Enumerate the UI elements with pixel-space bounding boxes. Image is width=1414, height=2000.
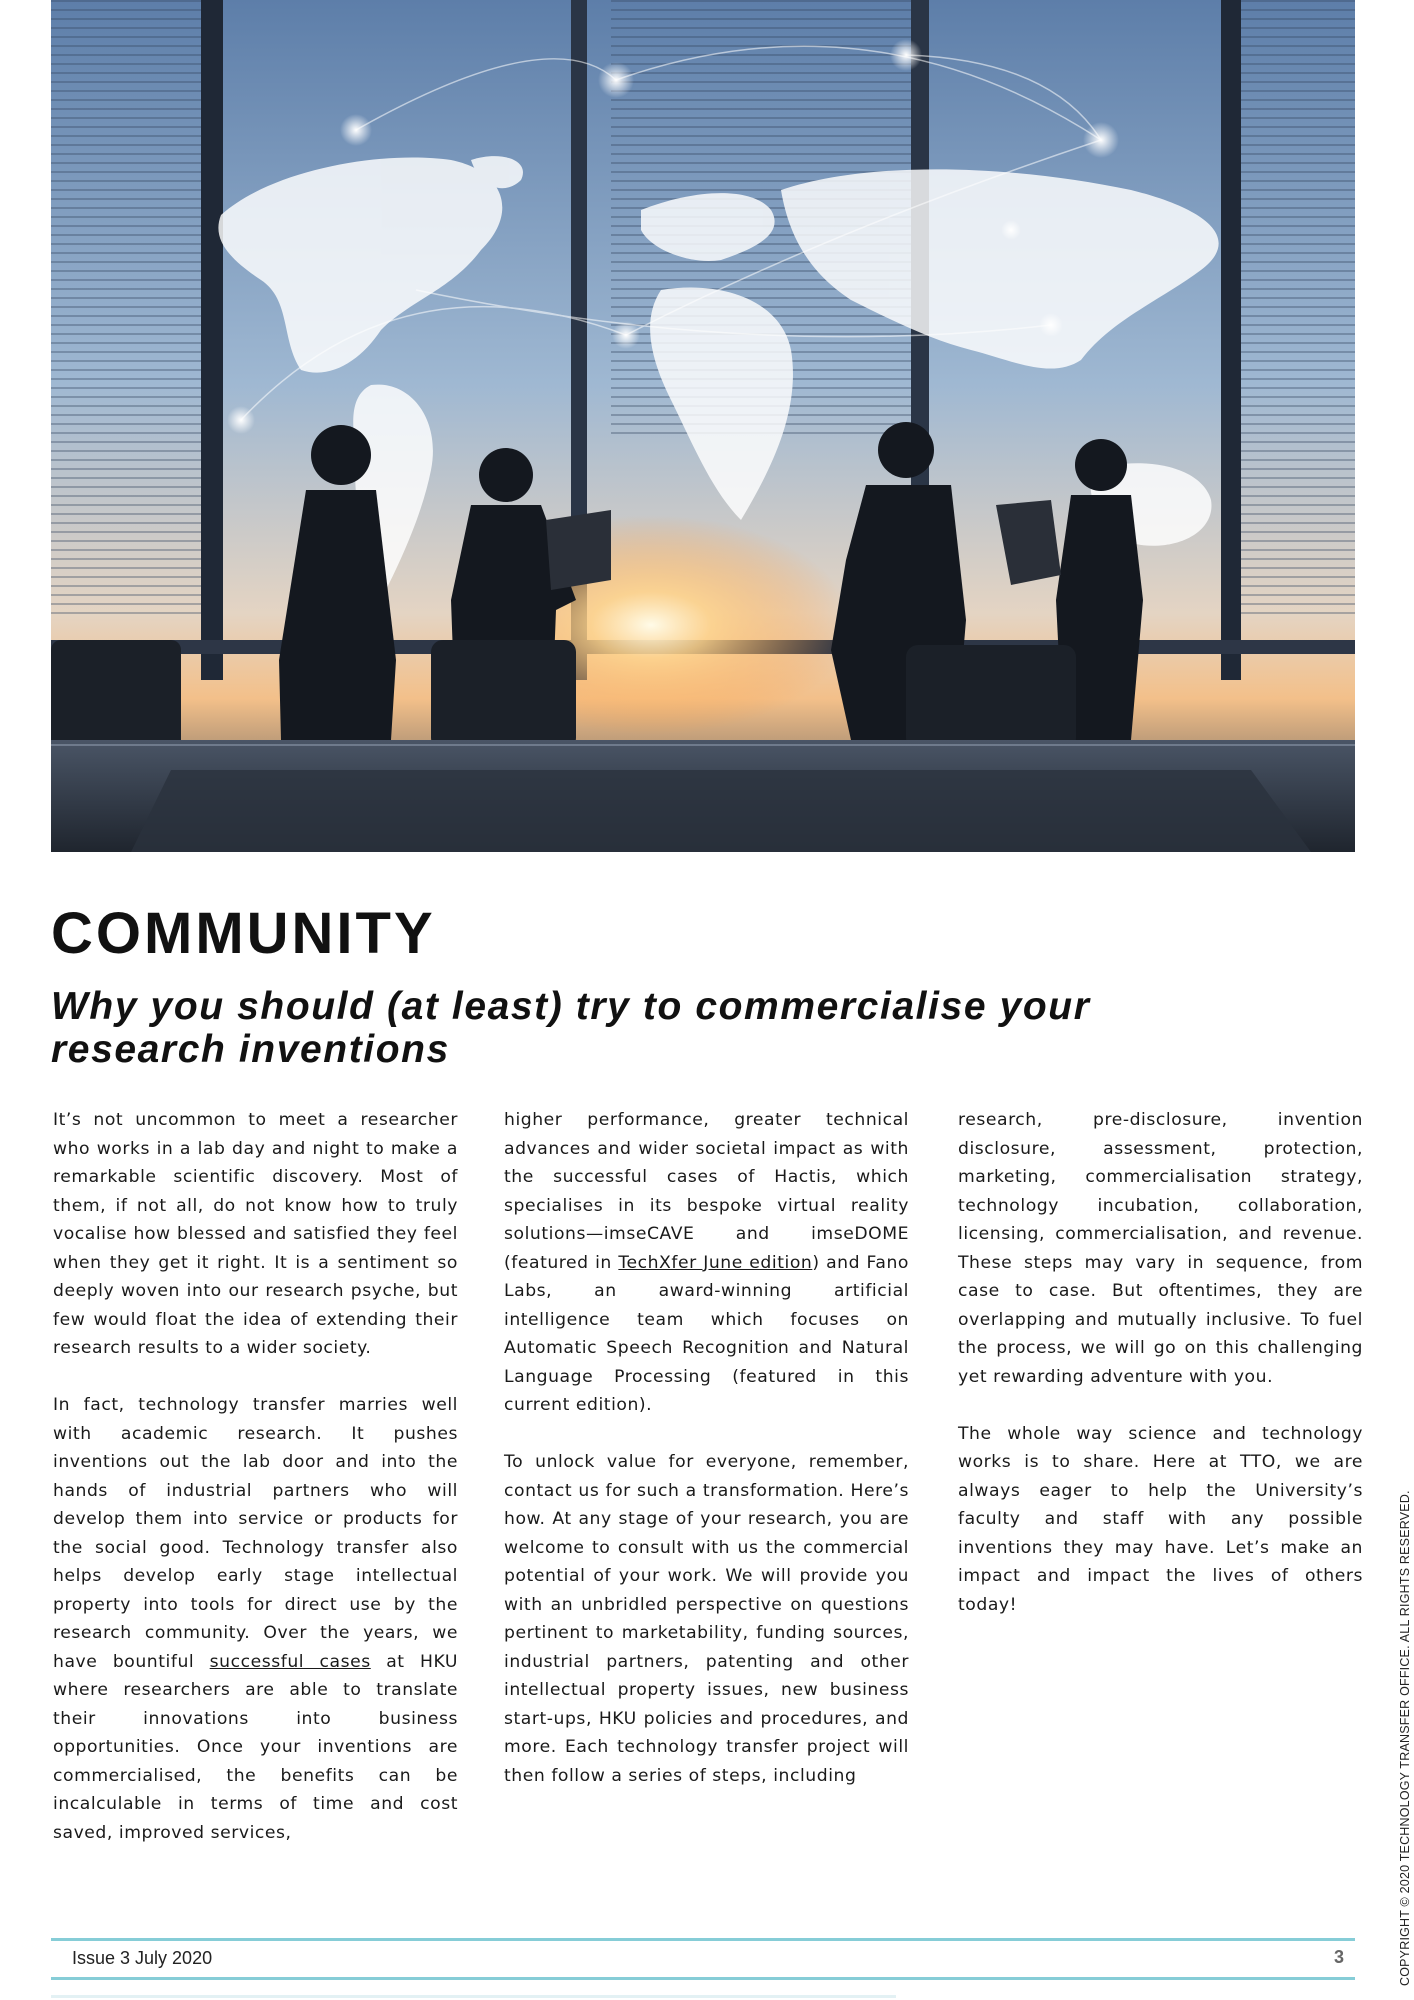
text-run: higher performance, greater technical advances and wider societal impact as with the successful cases of Hactis, which specialises in its bespoke virtual reality solutions—imseCAVE and imseDOME (featured in: [504, 1110, 909, 1273]
footer-rule-faint: [51, 1995, 896, 1998]
footer-rule: [51, 1938, 1355, 1941]
footer-rule: [51, 1977, 1355, 1980]
text-run: In fact, technology transfer marries well with academic research. It pushes inventions out the lab door and into the hands of industrial partners who will develop them into service or products for the social good. Technology transfer also helps develop early stage intellectual property into tools for direct use by the research community. Over the years, we have bountiful: [53, 1395, 458, 1672]
article-column-1: [53, 1106, 458, 1876]
paragraph: The whole way science and technology works is to share. Here at TTO, we are always eager to help the University’s faculty and staff with any possible inventions they may have. Let’s make an impact and impact the lives of others today!: [958, 1423, 1363, 1615]
paragraph: [504, 1106, 909, 1420]
article-column-3: [958, 1106, 1363, 1648]
paragraph: It’s not uncommon to meet a researcher who works in a lab day and night to make a remarkable scientific discovery. Most of them, if not all, do not know how to truly vocalise how blessed and satisfied they feel when they get it right. It is a sentiment so deeply woven into our research psyche, but few would float the idea of extending their research results to a wider society.: [53, 1110, 458, 1358]
section-title: COMMUNITY: [51, 901, 436, 966]
techxfer-june-edition-link[interactable]: TechXfer June edition: [618, 1252, 813, 1273]
text-run: ) and Fano Labs, an award-winning artificial intelligence team which focuses on Automatic Speech Recognition and Natural Language Processing (featured in this current edition).: [504, 1252, 909, 1415]
copyright-notice: COPYRIGHT © 2020 TECHNOLOGY TRANSFER OFFICE. ALL RIGHTS RESERVED.: [1398, 1490, 1412, 1986]
hero-image: [51, 0, 1355, 852]
business-people-world-map-photo: [51, 0, 1355, 852]
paragraph: [53, 1391, 458, 1847]
paragraph: To unlock value for everyone, remember, contact us for such a transformation. Here’s how. At any stage of your research, you are welcome to consult with us the commercial potential of your work. We will provide you with an unbridled perspective on questions pertinent to marketability, funding sources, industrial partners, patenting and other intellectual property issues, new business start-ups, HKU policies and procedures, and more. Each technology transfer project will then follow a series of steps, including: [504, 1452, 909, 1786]
article-column-2: [504, 1106, 909, 1819]
successful-cases-link[interactable]: successful cases: [209, 1651, 371, 1672]
page-number: 3: [1334, 1947, 1345, 1967]
article-subtitle: Why you should (at least) try to commercialise your research inventions: [51, 985, 1091, 1071]
issue-label: Issue 3 July 2020: [72, 1948, 213, 1968]
paragraph: research, pre-disclosure, invention disclosure, assessment, protection, marketing, commercialisation strategy, technology incubation, collaboration, licensing, commercialisation, and revenue. These steps may vary in sequence, from case to case. But oftentimes, they are overlapping and mutually inclusive. To fuel the process, we will go on this challenging yet rewarding adventure with you.: [958, 1110, 1363, 1387]
text-run: at HKU where researchers are able to translate their innovations into business opportunities. Once your inventions are commercialised, the benefits can be incalculable in terms of time and cost saved, improved services,: [53, 1651, 458, 1843]
